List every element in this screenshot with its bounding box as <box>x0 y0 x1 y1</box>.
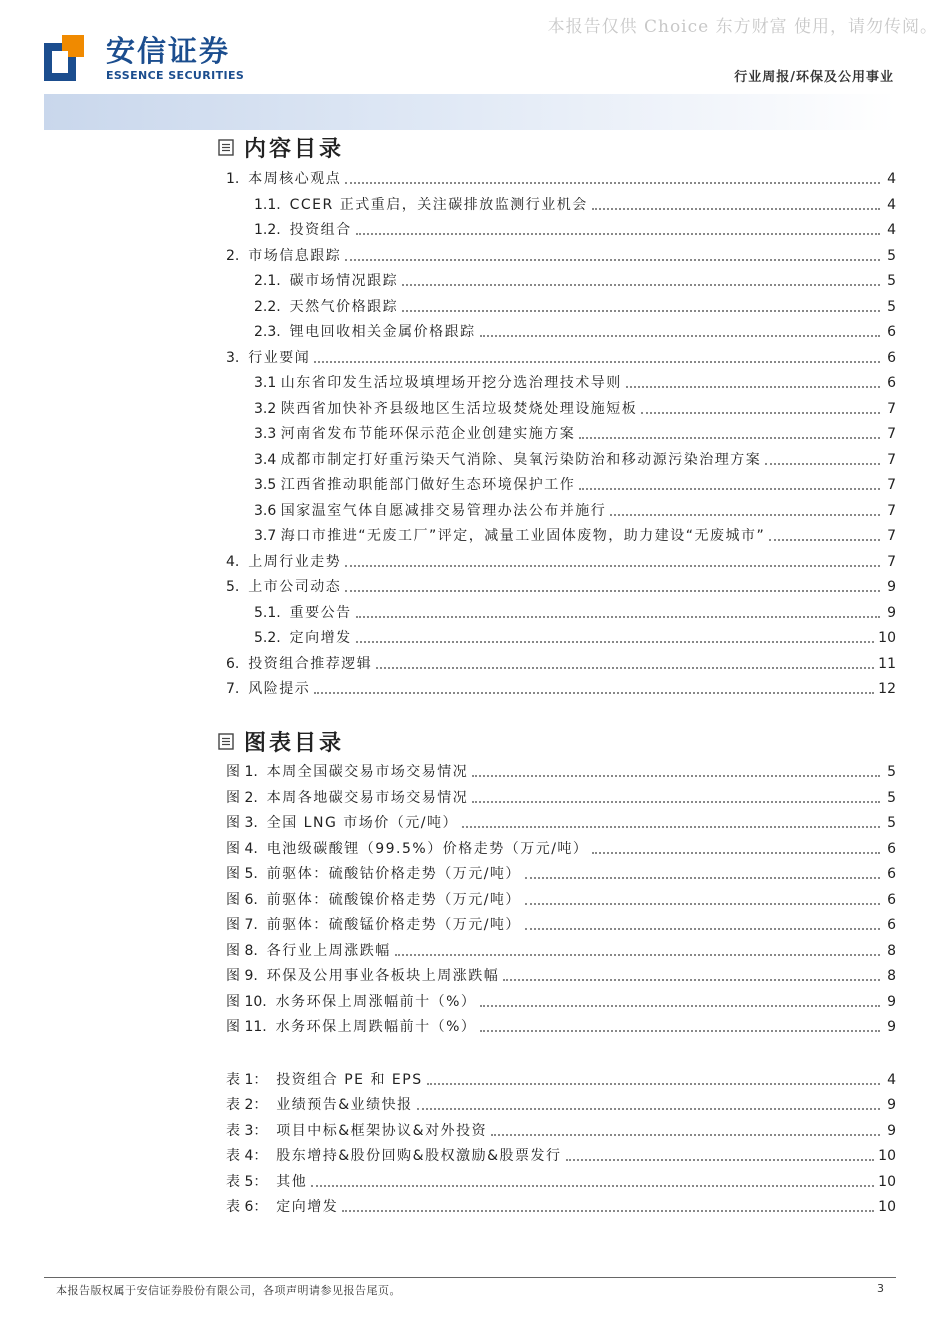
toc-entry[interactable] <box>226 348 896 368</box>
toc-entry[interactable] <box>226 839 896 859</box>
toc-entry[interactable] <box>226 399 896 419</box>
toc-entry-page: 10 <box>878 1174 896 1190</box>
toc-entry-title: 水务环保上周跌幅前十（%） <box>275 1019 477 1035</box>
dot-leader <box>472 801 880 803</box>
toc-entry-page: 4 <box>887 171 896 187</box>
dot-leader <box>314 692 874 694</box>
toc-entry-page: 9 <box>887 1097 896 1113</box>
toc-entry-page: 4 <box>887 197 896 213</box>
dot-leader <box>592 852 880 854</box>
toc-entry-title: 前驱体：硫酸锰价格走势（万元/吨） <box>266 917 521 933</box>
toc-entry-number: 1. <box>226 171 249 187</box>
toc-entry-page: 5 <box>887 815 896 831</box>
toc-entry[interactable] <box>226 1070 896 1090</box>
toc-entry-page: 10 <box>878 1148 896 1164</box>
toc-entry-page: 4 <box>887 1072 896 1088</box>
toc-entry-page: 5 <box>887 299 896 315</box>
dot-leader <box>345 259 880 261</box>
essence-logo-icon <box>44 33 88 83</box>
toc-entry-number: 3. <box>226 350 249 366</box>
dot-leader <box>345 182 880 184</box>
toc-entry-title: 业绩预告&业绩快报 <box>276 1097 413 1113</box>
toc-entry-number: 2. <box>226 248 249 264</box>
toc-entry-number: 2.3. <box>254 324 290 340</box>
toc-entry[interactable] <box>226 220 896 240</box>
dot-leader <box>610 514 880 516</box>
report-type-label: 行业周报/环保及公用事业 <box>734 70 894 85</box>
toc-entry[interactable] <box>226 271 896 291</box>
page-number: 3 <box>877 1282 884 1295</box>
toc-entry-title: 股东增持&股份回购&股权激励&股票发行 <box>276 1148 562 1164</box>
toc-entry-number: 图 10. <box>226 994 276 1010</box>
toc-entry-page: 6 <box>887 892 896 908</box>
dot-leader <box>376 667 874 669</box>
toc-entry-title: 上市公司动态 <box>248 579 342 595</box>
toc-entry-title: 环保及公用事业各板块上周涨跌幅 <box>266 968 500 984</box>
toc-entry[interactable] <box>226 813 896 833</box>
contents-list <box>226 169 896 711</box>
toc-entry-page: 8 <box>887 968 896 984</box>
toc-entry-number: 图 11. <box>226 1019 276 1035</box>
toc-entry-title: 碳市场情况跟踪 <box>289 273 399 289</box>
figures-list <box>226 762 896 1049</box>
toc-entry-number: 3.4 <box>254 452 281 468</box>
toc-entry-page: 6 <box>887 350 896 366</box>
toc-entry[interactable] <box>226 915 896 935</box>
toc-entry-title: 投资组合 PE 和 EPS <box>276 1072 423 1088</box>
toc-entry-number: 1.1. <box>254 197 290 213</box>
toc-entry-number: 表 4： <box>226 1148 277 1164</box>
toc-entry[interactable] <box>226 1197 896 1217</box>
toc-entry-number: 1.2. <box>254 222 290 238</box>
dot-leader <box>342 1210 874 1212</box>
dot-leader <box>480 1030 880 1032</box>
toc-entry-number: 图 6. <box>226 892 267 908</box>
toc-entry[interactable] <box>226 890 896 910</box>
header-banner <box>44 94 896 130</box>
toc-entry-title: 全国 LNG 市场价（元/吨） <box>266 815 458 831</box>
toc-entry-title: 陕西省加快补齐县级地区生活垃圾焚烧处理设施短板 <box>280 401 638 417</box>
contents-heading <box>218 132 344 162</box>
logo-chinese-name: 安信证券 <box>106 34 231 68</box>
toc-entry-page: 5 <box>887 248 896 264</box>
dot-leader <box>402 284 880 286</box>
toc-entry-page: 6 <box>887 841 896 857</box>
toc-entry-page: 8 <box>887 943 896 959</box>
toc-entry[interactable] <box>226 552 896 572</box>
toc-entry-page: 7 <box>887 503 896 519</box>
toc-entry-title: 天然气价格跟踪 <box>289 299 399 315</box>
toc-entry-title: CCER 正式重启，关注碳排放监测行业机会 <box>289 197 588 213</box>
toc-entry-title: 水务环保上周涨幅前十（%） <box>275 994 477 1010</box>
toc-entry-number: 5. <box>226 579 249 595</box>
toc-entry-page: 9 <box>887 994 896 1010</box>
toc-entry[interactable] <box>226 501 896 521</box>
toc-entry[interactable] <box>226 1017 896 1037</box>
toc-entry[interactable] <box>226 992 896 1012</box>
toc-entry-title: 前驱体：硫酸钴价格走势（万元/吨） <box>266 866 521 882</box>
toc-entry-page: 6 <box>887 866 896 882</box>
dot-leader <box>480 335 880 337</box>
toc-entry-title: 定向增发 <box>289 630 352 646</box>
toc-entry-number: 5.1. <box>254 605 290 621</box>
toc-entry-number: 2.1. <box>254 273 290 289</box>
toc-entry-title: 山东省印发生活垃圾填埋场开挖分选治理技术导则 <box>280 375 622 391</box>
figures-title: 图表目录 <box>244 730 345 756</box>
toc-entry-number: 图 8. <box>226 943 267 959</box>
toc-entry[interactable] <box>226 864 896 884</box>
dot-leader <box>765 463 880 465</box>
dot-leader <box>417 1108 880 1110</box>
toc-entry-title: 海口市推进“无废工厂”评定，减量工业固体废物，助力建设“无废城市” <box>280 528 766 544</box>
toc-entry-number: 表 2： <box>226 1097 277 1113</box>
toc-entry[interactable] <box>226 1095 896 1115</box>
toc-entry-number: 图 9. <box>226 968 267 984</box>
toc-entry-title: 电池级碳酸锂（99.5%）价格走势（万元/吨） <box>266 841 589 857</box>
dot-leader <box>480 1005 880 1007</box>
toc-entry-page: 7 <box>887 477 896 493</box>
toc-entry-title: 锂电回收相关金属价格跟踪 <box>289 324 476 340</box>
toc-entry-title: 本周核心观点 <box>248 171 342 187</box>
toc-entry-page: 10 <box>878 630 896 646</box>
toc-entry[interactable] <box>226 603 896 623</box>
toc-entry-number: 2.2. <box>254 299 290 315</box>
toc-entry-number: 5.2. <box>254 630 290 646</box>
toc-entry-page: 7 <box>887 554 896 570</box>
toc-entry[interactable] <box>226 577 896 597</box>
toc-entry[interactable] <box>226 450 896 470</box>
toc-entry-number: 图 5. <box>226 866 267 882</box>
toc-entry-page: 7 <box>887 426 896 442</box>
toc-entry[interactable] <box>226 628 896 648</box>
toc-entry-page: 10 <box>878 1199 896 1215</box>
toc-entry-title: 行业要闻 <box>248 350 311 366</box>
toc-entry-page: 7 <box>887 528 896 544</box>
toc-entry[interactable] <box>226 169 896 189</box>
logo-english-name: ESSENCE SECURITIES <box>106 69 245 82</box>
toc-entry-number: 表 1： <box>226 1072 277 1088</box>
dot-leader <box>525 928 880 930</box>
toc-entry[interactable] <box>226 1172 896 1192</box>
toc-entry-number: 图 4. <box>226 841 267 857</box>
dot-leader <box>311 1185 874 1187</box>
toc-entry-title: 重要公告 <box>289 605 352 621</box>
toc-entry-title: 风险提示 <box>248 681 311 697</box>
toc-entry-title: 项目中标&框架协议&对外投资 <box>276 1123 488 1139</box>
footer-disclaimer: 本报告版权属于安信证券股份有限公司，各项声明请参见报告尾页。 <box>56 1284 401 1297</box>
dot-leader <box>356 616 880 618</box>
toc-entry[interactable] <box>226 526 896 546</box>
toc-entry[interactable] <box>226 654 896 674</box>
toc-entry-title: 江西省推动职能部门做好生态环境保护工作 <box>280 477 576 493</box>
toc-entry-number: 表 3： <box>226 1123 277 1139</box>
dot-leader <box>641 412 880 414</box>
dot-leader <box>314 361 880 363</box>
watermark: 本报告仅供 Choice 东方财富 使用，请勿传阅。 <box>547 17 938 37</box>
tables-list <box>226 1070 896 1228</box>
dot-leader <box>503 979 880 981</box>
dot-leader <box>525 903 880 905</box>
toc-entry-number: 3.7 <box>254 528 281 544</box>
toc-entry-number: 图 7. <box>226 917 267 933</box>
toc-entry-number: 3.1 <box>254 375 281 391</box>
toc-entry-page: 9 <box>887 1123 896 1139</box>
toc-entry-number: 6. <box>226 656 249 672</box>
toc-entry[interactable] <box>226 246 896 266</box>
contents-title: 内容目录 <box>244 136 345 162</box>
toc-entry-number: 3.6 <box>254 503 281 519</box>
toc-entry-page: 4 <box>887 222 896 238</box>
toc-entry-page: 7 <box>887 452 896 468</box>
toc-entry-page: 7 <box>887 401 896 417</box>
dot-leader <box>579 437 880 439</box>
toc-entry[interactable] <box>226 788 896 808</box>
toc-entry[interactable] <box>226 424 896 444</box>
toc-entry-title: 其他 <box>276 1174 308 1190</box>
toc-entry-title: 投资组合推荐逻辑 <box>248 656 373 672</box>
dot-leader <box>356 233 880 235</box>
toc-entry-title: 本周各地碳交易市场交易情况 <box>266 790 469 806</box>
toc-entry-number: 表 6： <box>226 1199 277 1215</box>
toc-entry[interactable] <box>226 966 896 986</box>
toc-entry-title: 各行业上周涨跌幅 <box>266 943 391 959</box>
toc-entry-number: 图 1. <box>226 764 267 780</box>
toc-entry[interactable] <box>226 475 896 495</box>
toc-entry-title: 本周全国碳交易市场交易情况 <box>266 764 469 780</box>
dot-leader <box>356 641 875 643</box>
toc-entry-number: 3.2 <box>254 401 281 417</box>
document-list-icon <box>218 733 234 750</box>
toc-entry-number: 图 3. <box>226 815 267 831</box>
dot-leader <box>491 1134 880 1136</box>
toc-entry-number: 4. <box>226 554 249 570</box>
figures-heading <box>218 726 344 756</box>
toc-entry-number: 表 5： <box>226 1174 277 1190</box>
toc-entry-number: 图 2. <box>226 790 267 806</box>
toc-entry[interactable] <box>226 322 896 342</box>
toc-entry-page: 5 <box>887 790 896 806</box>
toc-entry-number: 3.5 <box>254 477 281 493</box>
dot-leader <box>626 386 880 388</box>
dot-leader <box>525 877 880 879</box>
toc-entry-title: 成都市制定打好重污染天气消除、臭氧污染防治和移动源污染治理方案 <box>280 452 762 468</box>
document-list-icon <box>218 139 234 156</box>
toc-entry-page: 5 <box>887 273 896 289</box>
dot-leader <box>345 590 880 592</box>
toc-entry[interactable] <box>226 762 896 782</box>
toc-entry-title: 上周行业走势 <box>248 554 342 570</box>
toc-entry[interactable] <box>226 1146 896 1166</box>
toc-entry-title: 国家温室气体自愿减排交易管理办法公布并施行 <box>280 503 607 519</box>
dot-leader <box>769 539 880 541</box>
toc-entry[interactable] <box>226 679 896 699</box>
toc-entry-title: 投资组合 <box>289 222 352 238</box>
toc-entry-page: 6 <box>887 375 896 391</box>
dot-leader <box>345 565 880 567</box>
toc-entry-number: 7. <box>226 681 249 697</box>
toc-entry[interactable] <box>226 373 896 393</box>
toc-entry[interactable] <box>226 941 896 961</box>
dot-leader <box>427 1083 880 1085</box>
toc-entry-page: 6 <box>887 324 896 340</box>
toc-entry-number: 3.3 <box>254 426 281 442</box>
toc-entry-page: 12 <box>878 681 896 697</box>
toc-entry-page: 11 <box>878 656 896 672</box>
toc-entry[interactable] <box>226 297 896 317</box>
toc-entry-page: 9 <box>887 605 896 621</box>
dot-leader <box>395 954 880 956</box>
toc-entry-page: 5 <box>887 764 896 780</box>
toc-entry[interactable] <box>226 195 896 215</box>
toc-entry-title: 市场信息跟踪 <box>248 248 342 264</box>
dot-leader <box>579 488 880 490</box>
toc-entry-title: 河南省发布节能环保示范企业创建实施方案 <box>280 426 576 442</box>
toc-entry-title: 前驱体：硫酸镍价格走势（万元/吨） <box>266 892 521 908</box>
toc-entry-page: 9 <box>887 579 896 595</box>
dot-leader <box>402 310 880 312</box>
dot-leader <box>472 775 880 777</box>
toc-entry-title: 定向增发 <box>276 1199 339 1215</box>
toc-entry[interactable] <box>226 1121 896 1141</box>
toc-entry-page: 6 <box>887 917 896 933</box>
footer-divider <box>44 1277 896 1278</box>
dot-leader <box>566 1159 875 1161</box>
company-logo <box>44 33 244 85</box>
dot-leader <box>592 208 880 210</box>
dot-leader <box>462 826 880 828</box>
toc-entry-page: 9 <box>887 1019 896 1035</box>
